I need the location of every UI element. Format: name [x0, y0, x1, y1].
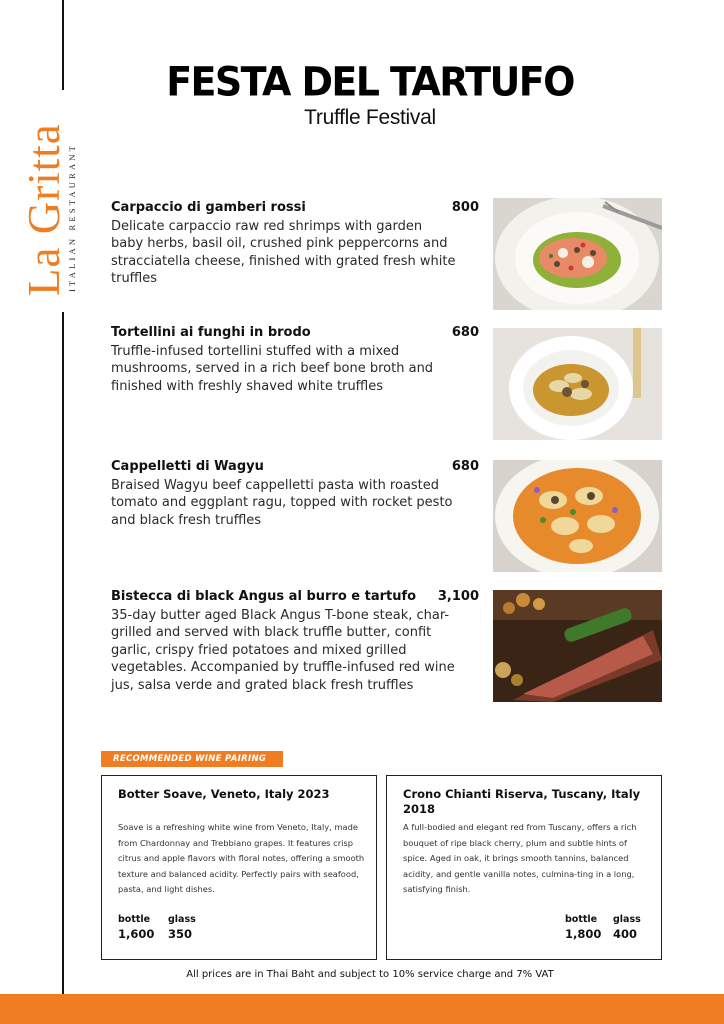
menu-item [111, 589, 479, 694]
bottle-value: 1,600 [118, 927, 155, 941]
item-description: Braised Wagyu beef cappelletti pasta with roasted tomato and eggplant ragu, topped with rocket pesto and black fresh truffles [111, 478, 453, 528]
wine-description: Soave is a refreshing white wine from Veneto, Italy, made from Chardonnay and Trebbiano grapes. It features crisp citrus and apple flavors with floral notes, offering a smooth texture and balanced acidity. Perfectly pairs with seafood, pasta, and light dishes. [118, 822, 365, 895]
page-subtitle: Truffle Festival [304, 106, 436, 129]
item-description: Truffle-infused tortellini stuffed with a mixed mushrooms, served in a rich beef bone broth and finished with freshly shaved white truffles [111, 344, 434, 394]
bottle-price [118, 914, 154, 941]
bottle-price [565, 914, 601, 941]
wine-card [101, 775, 377, 960]
bottle-label: bottle [118, 914, 151, 925]
glass-label: glass [168, 914, 196, 925]
item-description: 35-day butter aged Black Angus T-bone steak, char-grilled and served with black truffle butter, confit garlic, crispy fried potatoes and mixed grilled vegetables. Accompanied by truffle-infused red wine jus, salsa verde and grated black fresh truffles [111, 608, 455, 693]
steak-photo [493, 590, 662, 702]
item-price: 800 [451, 200, 479, 215]
item-price: 680 [451, 459, 479, 474]
menu-item [111, 200, 479, 288]
cappelletti-photo [493, 460, 662, 572]
wine-pairing-tag: RECOMMENDED WINE PAIRING [101, 751, 283, 767]
brand-logo [16, 96, 78, 302]
page-title: FESTA DEL TARTUFO [166, 58, 574, 106]
item-price: 680 [451, 325, 479, 340]
price-footnote: All prices are in Thai Baht and subject to 10% service charge and 7% VAT [186, 969, 554, 980]
glass-price [613, 914, 641, 941]
item-description: Delicate carpaccio raw red shrimps with garden baby herbs, basil oil, crushed pink peppercorns and stracciatella cheese, finished with grated fresh white truffles [111, 219, 456, 287]
bottle-value: 1,800 [565, 927, 602, 941]
item-name: Carpaccio di gamberi rossi [111, 200, 306, 215]
item-price: 3,100 [437, 589, 479, 604]
item-name: Bistecca di black Angus al burro e tartufo [111, 589, 417, 604]
item-name: Cappelletti di Wagyu [111, 459, 264, 474]
wine-card [386, 775, 662, 960]
glass-label: glass [613, 914, 641, 925]
brand-tagline: ITALIAN RESTAURANT [67, 142, 77, 292]
menu-item [111, 325, 479, 395]
glass-value: 350 [168, 927, 193, 941]
bottle-label: bottle [565, 914, 598, 925]
brand-name: La Gritta [19, 123, 69, 296]
glass-price [168, 914, 196, 941]
glass-value: 400 [613, 927, 638, 941]
wine-description: A full-bodied and elegant red from Tuscany, offers a rich bouquet of ripe black cherry, plum and subtle hints of spice. Aged in oak, it brings smooth tannins, balanced acidity, and gentle vanilla notes, culmina-ting in a long, satisfying finish. [403, 822, 637, 895]
wine-name: Crono Chianti Riserva, Tuscany, Italy 2018 [403, 787, 641, 816]
tortellini-broth-photo [493, 328, 662, 440]
menu-item [111, 459, 479, 529]
item-name: Tortellini ai funghi in brodo [111, 325, 311, 340]
bottom-accent-bar [0, 994, 724, 1024]
wine-name: Botter Soave, Veneto, Italy 2023 [118, 787, 330, 801]
shrimp-carpaccio-photo [493, 198, 662, 310]
